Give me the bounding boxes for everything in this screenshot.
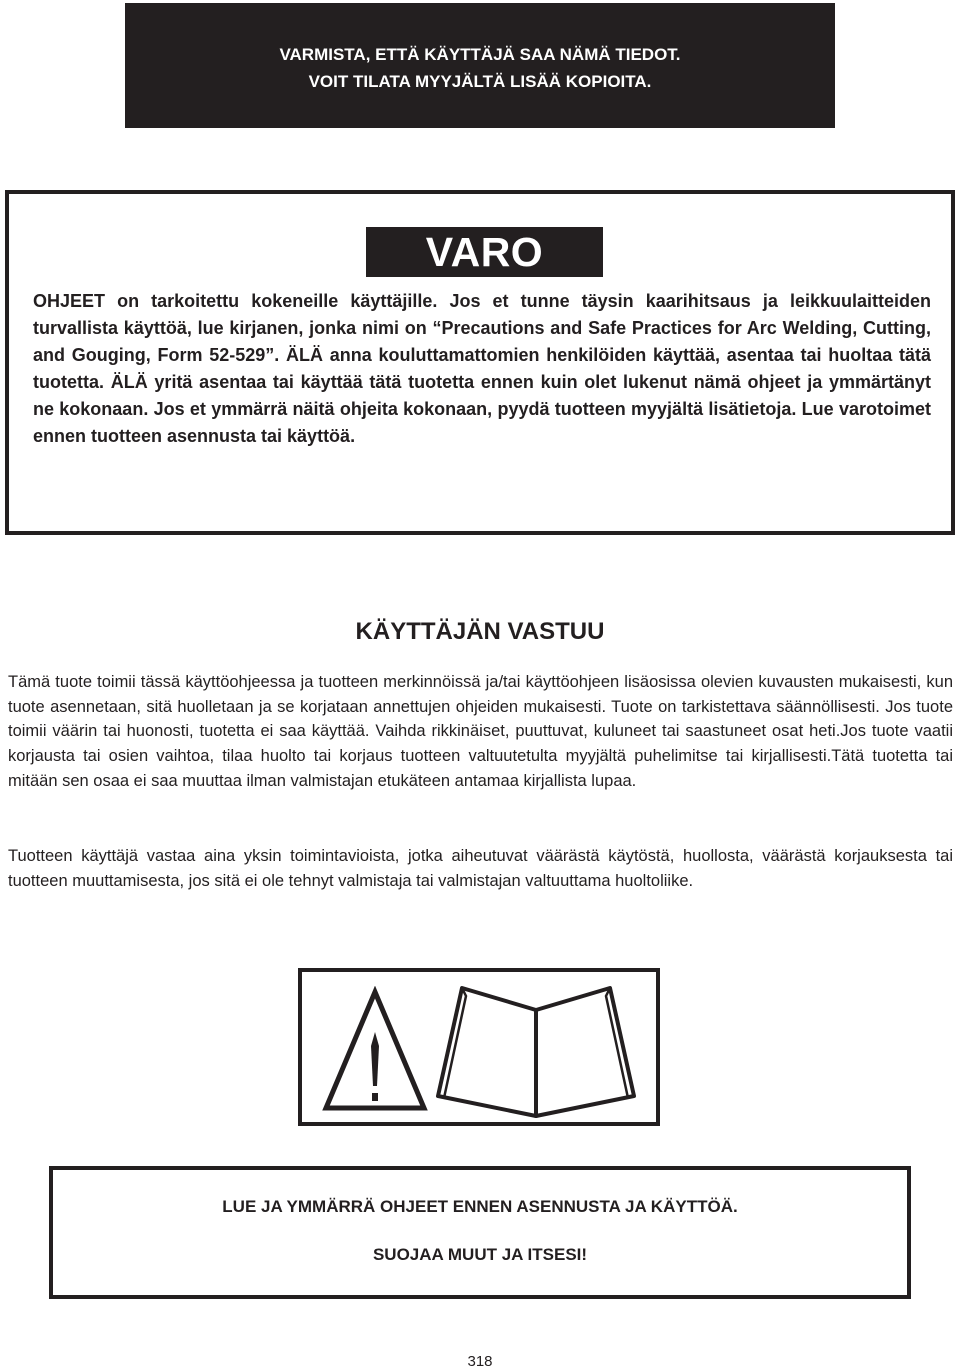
banner-line-2: VOIT TILATA MYYJÄLTÄ LISÄÄ KOPIOITA. [308, 72, 652, 91]
warning-triangle-icon [320, 986, 430, 1114]
responsibility-paragraph-1: Tämä tuote toimii tässä käyttöohjeessa ja tuotteen merkinnöissä ja/tai käyttöohjeen lisäosissa olevien kuvausten mukaisesti, kun tuote asennetaan, sitä huolletaan ja se korjataan annettujen ohjeiden mukaisesti. Tuote on tarkistettava säännöllisesti. Jos tuote toimii väärin tai huonosti, tuotetta ei saa käyttää. Vaihda rikkinäiset, puuttuvat, kuluneet tai saastuneet osat heti.Jos tuote vaatii korjausta tai osien vaihtoa, tilaa huolto tai korjaus tuotteen valtuutetulta myyjältä puhelimitse tai kirjallisesti.Tätä tuotetta tai mitään sen osaa ei saa muuttaa ilman valmistajan etukäteen antamaa kirjallista lupaa. [8, 673, 953, 790]
responsibility-paragraph-2: Tuotteen käyttäjä vastaa aina yksin toimintavioista, jotka aiheutuvat väärästä käytöstä, huollosta, väärästä korjauksesta tai tuotteen muuttamisesta, jos sitä ei ole tehnyt valmistaja tai valmistajan valtuuttama huoltoliike. [8, 847, 953, 890]
safety-icons-box [298, 968, 660, 1126]
page-number: 318 [467, 1353, 493, 1370]
warning-title: VARO [366, 227, 603, 277]
bottom-line-2: SUOJAA MUUT JA ITSESI! [372, 1245, 588, 1264]
top-banner [125, 3, 835, 128]
warning-text: OHJEET on tarkoitettu kokeneille käyttäjille. Jos et tunne täysin kaarihitsaus ja leikkuulaitteiden turvallista käyttöä, lue kirjanen, jonka nimi on “Precautions and Safe Practices for Arc Welding, Cutting, and Gouging, Form 52-529”. ÄLÄ anna kouluttamattomien henkilöiden käyttää, asentaa tai huoltaa tätä tuotetta. ÄLÄ yritä asentaa tai käyttää tätä tuotetta ennen kuin olet lukenut nämä ohjeet ja ymmärtänyt ne kokonaan. Jos et ymmärrä näitä ohjeita kokonaan, pyydä tuotteen myyjältä lisätietoja. Lue varotoimet ennen tuotteen asennusta tai käyttöä. [33, 291, 931, 446]
bottom-line-1: LUE JA YMMÄRRÄ OHJEET ENNEN ASENNUSTA JA KÄYTTÖÄ. [222, 1197, 738, 1216]
bottom-notice-box [49, 1166, 911, 1299]
banner-line-1: VARMISTA, ETTÄ KÄYTTÄJÄ SAA NÄMÄ TIEDOT. [279, 45, 681, 64]
warning-box [5, 190, 955, 535]
open-book-icon [426, 984, 646, 1120]
section-title: KÄYTTÄJÄN VASTUU [355, 618, 605, 645]
